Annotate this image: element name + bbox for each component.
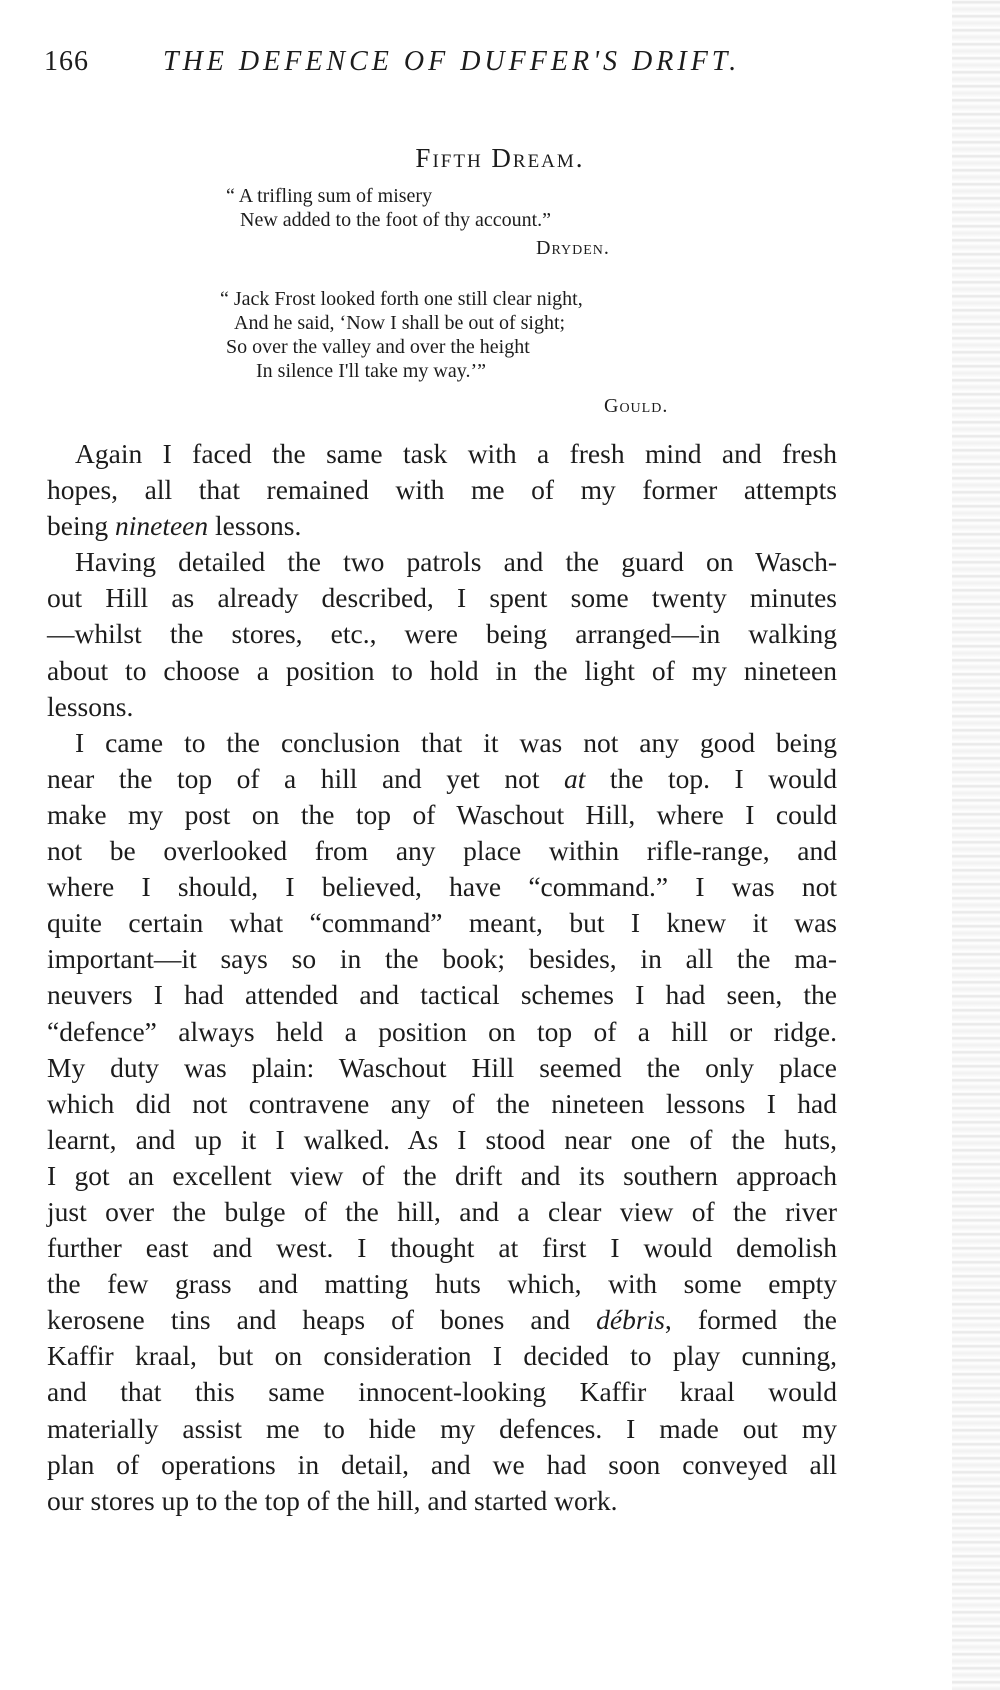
text-line: and that this same innocent-looking Kaffir kraal would [47, 1376, 837, 1408]
epigraph-attribution: Gould. [604, 395, 669, 417]
epigraph-line: In silence I'll take my way.’” [256, 360, 486, 382]
text-line: out Hill as already described, I spent some twenty minutes [47, 582, 837, 614]
body-text [47, 436, 837, 1519]
text-line: the few grass and matting huts which, with some empty [47, 1268, 837, 1300]
epigraph-line: “ Jack Frost looked forth one still clear night, [220, 288, 583, 310]
text-line: important—it says so in the book; besides, in all the ma- [47, 943, 837, 975]
text-line: about to choose a position to hold in the light of my nineteen [47, 654, 837, 686]
text-line [47, 1302, 837, 1338]
text-line: materially assist me to hide my defences. I made out my [47, 1412, 837, 1444]
text-line: make my post on the top of Waschout Hill, where I could [47, 798, 837, 830]
text-run: kerosene tins and heaps of bones and [47, 1304, 597, 1336]
text-line: My duty was plain: Waschout Hill seemed the only place [47, 1051, 837, 1083]
italic-word: at [563, 762, 586, 794]
text-line: plan of operations in detail, and we had soon conveyed all [47, 1448, 837, 1480]
text-run: , formed the [664, 1304, 837, 1336]
text-line: not be overlooked from any place within rifle-range, and [47, 835, 837, 867]
text-line [47, 508, 837, 544]
epigraph-attribution: Dryden. [536, 237, 610, 259]
text-line: —whilst the stores, etc., were being arranged—in walking [47, 618, 837, 650]
text-line: which did not contravene any of the nineteen lessons I had [47, 1087, 837, 1119]
text-line: learnt, and up it I walked. As I stood near one of the huts, [47, 1123, 837, 1155]
page-number: 166 [44, 46, 89, 77]
text-run: lessons. [208, 510, 302, 542]
text-line: Again I faced the same task with a fresh mind and fresh [75, 438, 837, 469]
text-line [47, 761, 837, 797]
text-line: Kaffir kraal, but on consideration I decided to play cunning, [47, 1340, 837, 1372]
text-line: I came to the conclusion that it was not any good being [75, 726, 837, 758]
epigraph-gould [220, 287, 740, 417]
italic-word: débris [596, 1304, 665, 1336]
text-line: Having detailed the two patrols and the guard on Wasch- [75, 546, 837, 578]
epigraph-dryden [226, 184, 706, 264]
text-line: lessons. [47, 690, 134, 722]
text-run: near the top of a hill and yet not [47, 762, 564, 794]
epigraph-line: So over the valley and over the height [226, 336, 530, 358]
epigraph-line: New added to the foot of thy account.” [240, 209, 552, 231]
epigraph-line: And he said, ‘Now I shall be out of sight; [234, 312, 566, 334]
text-line: where I should, I believed, have “command.” I was not [47, 871, 837, 903]
italic-word: nineteen [114, 510, 209, 542]
text-run: the top. I would [585, 762, 837, 794]
text-line: just over the bulge of the hill, and a clear view of the river [47, 1195, 837, 1227]
text-line: quite certain what “command” meant, but I knew it was [47, 907, 837, 939]
page-edge-shadow [952, 0, 1000, 1690]
running-head [44, 46, 830, 86]
paragraph-2 [47, 544, 837, 724]
text-line: further east and west. I thought at first I would demolish [47, 1232, 837, 1264]
running-title: THE DEFENCE OF DUFFER'S DRIFT. [163, 46, 741, 77]
text-line: neuvers I had attended and tactical schemes I had seen, the [47, 979, 837, 1011]
text-line: “defence” always held a position on top of a hill or ridge. [47, 1015, 837, 1047]
paragraph-3 [47, 725, 837, 1519]
chapter-heading: Fifth Dream. [415, 143, 585, 173]
paragraph-1 [47, 436, 837, 544]
text-line: our stores up to the top of the hill, and started work. [47, 1484, 618, 1516]
epigraph-line: “ A trifling sum of misery [226, 185, 433, 207]
text-run: being [47, 510, 115, 542]
text-line: hopes, all that remained with me of my former attempts [47, 474, 837, 506]
text-line: I got an excellent view of the drift and its southern approach [47, 1159, 837, 1191]
